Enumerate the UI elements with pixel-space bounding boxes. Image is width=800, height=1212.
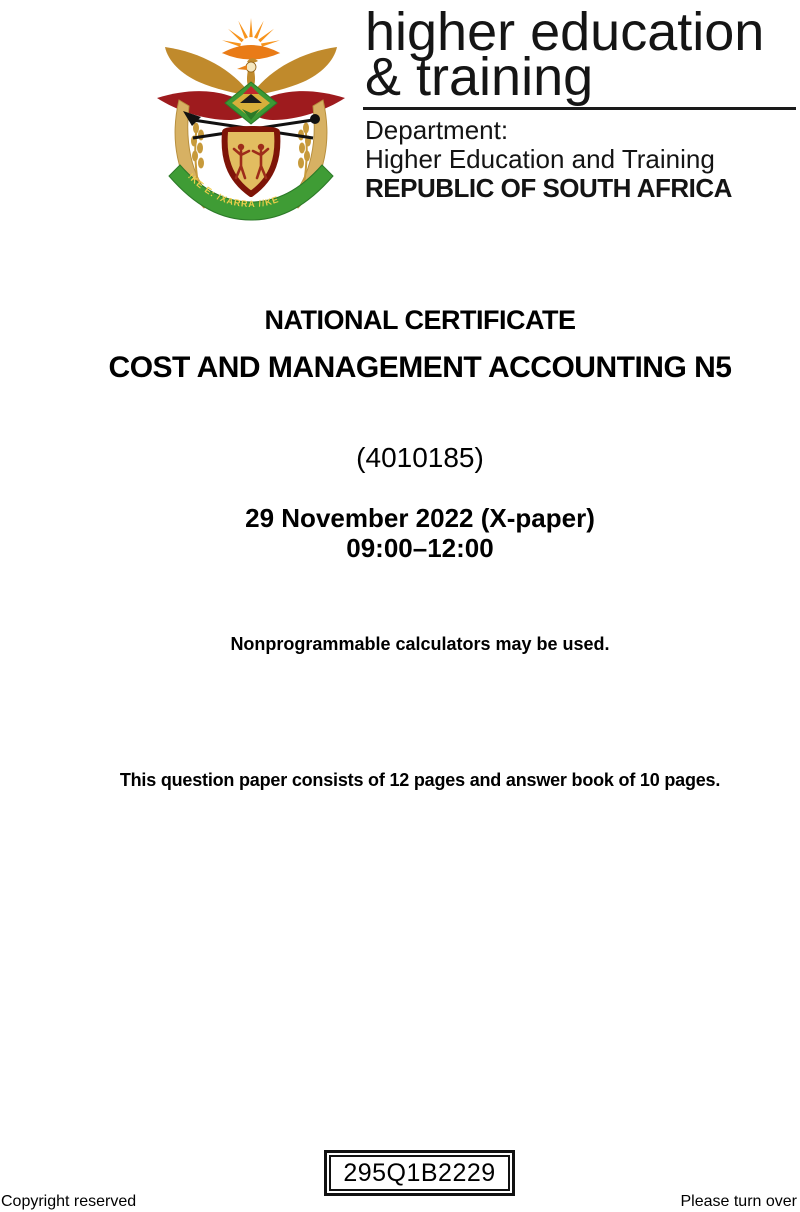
logo-divider [363, 107, 796, 110]
paper-code: (4010185) [356, 442, 484, 473]
motto-text: !KE E: /XARRA //KE [186, 171, 281, 210]
certificate-title: NATIONAL CERTIFICATE [264, 305, 576, 335]
pages-note: This question paper consists of 12 pages and answer book of 10 pages. [119, 770, 721, 790]
exam-number: 295Q1B2229 [329, 1155, 510, 1191]
exam-time: 09:00–12:00 [346, 533, 494, 563]
logo-wordmark-line1: higher education [365, 2, 765, 62]
shield [225, 129, 278, 194]
coat-of-arms-logo [149, 8, 353, 226]
exam-number-box [324, 1150, 515, 1196]
letterhead-logotype [365, 2, 798, 203]
sunburst-icon [222, 18, 281, 60]
calculator-note: Nonprogrammable calculators may be used. [230, 634, 610, 654]
coat-of-arms-icon [149, 8, 353, 226]
footer-turn-over: Please turn over [680, 1193, 797, 1210]
exam-date: 29 November 2022 (X-paper) [245, 503, 595, 533]
department-label: Department: [365, 115, 509, 145]
subject-title: COST AND MANAGEMENT ACCOUNTING N5 [108, 351, 732, 384]
department-name: Higher Education and Training [365, 144, 715, 174]
logo-wordmark-line2: & training [365, 47, 594, 107]
footer-copyright: Copyright reserved [1, 1193, 137, 1210]
country-name: REPUBLIC OF SOUTH AFRICA [365, 173, 732, 203]
